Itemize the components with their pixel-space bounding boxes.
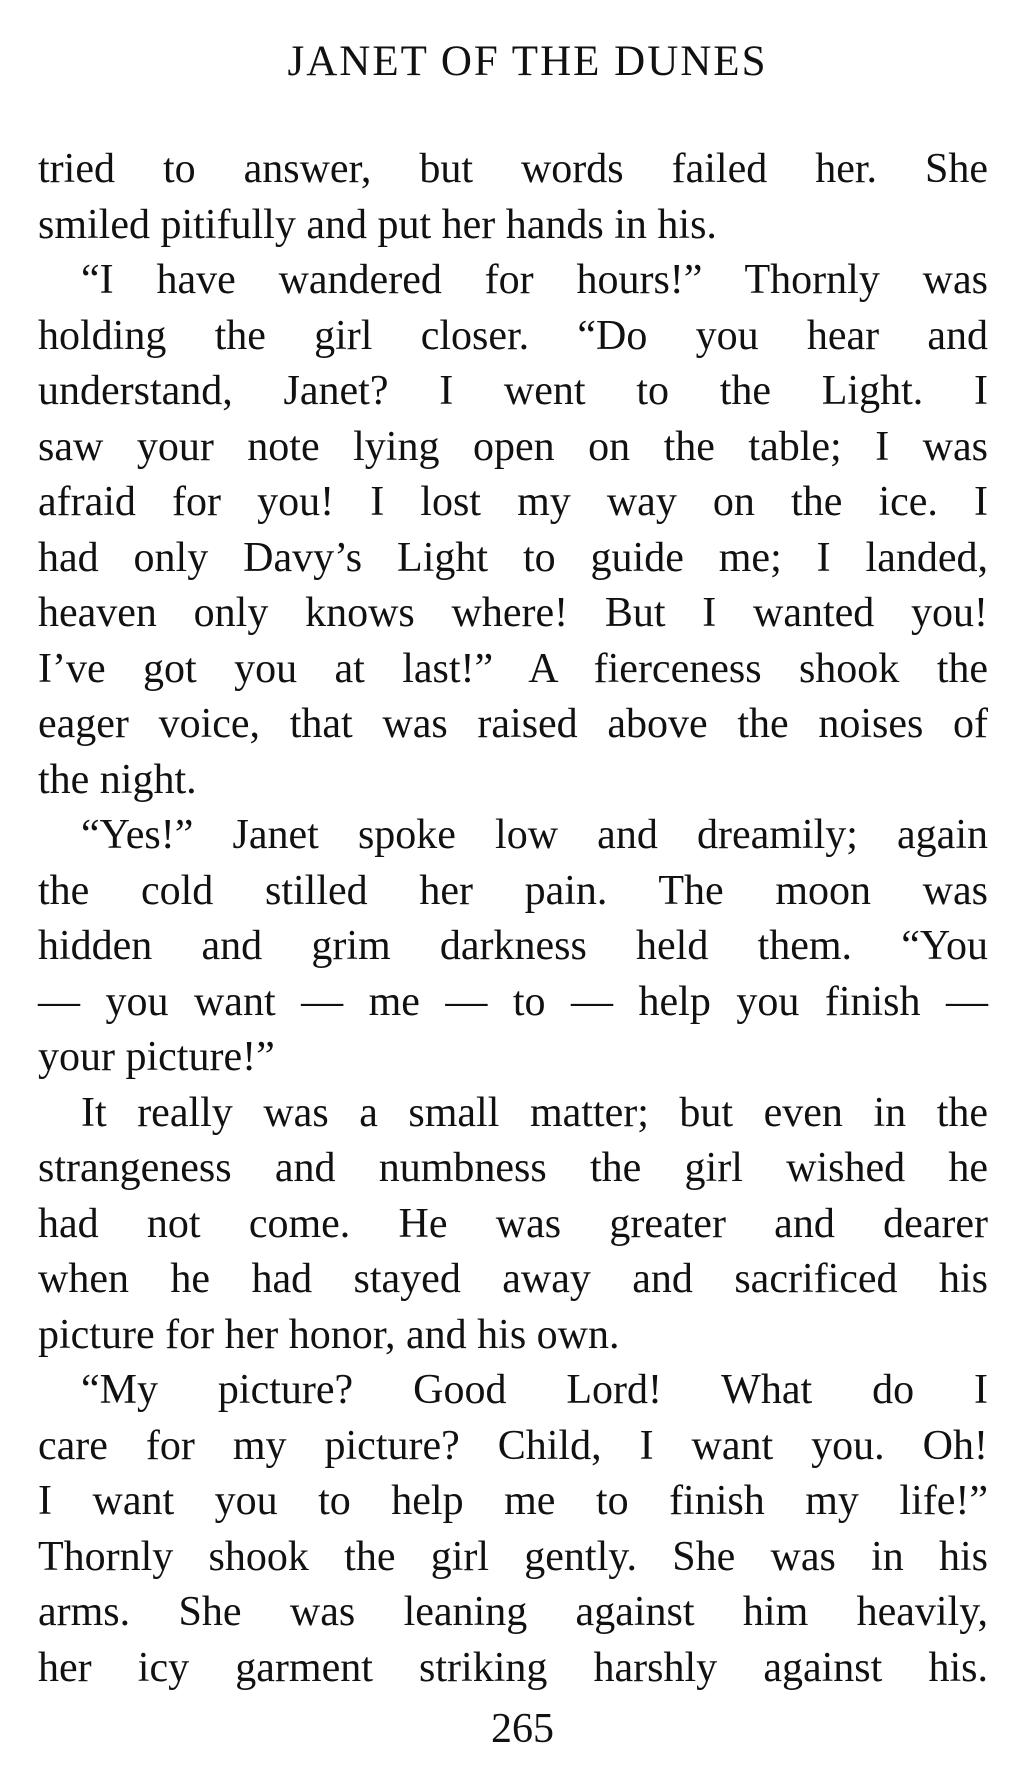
text-line: afraid for you! I lost my way on the ice. I [38, 479, 988, 525]
text-line: understand, Janet? I went to the Light. I [38, 368, 988, 414]
text-line: saw your note lying open on the table; I was [38, 423, 988, 470]
text-line: when he had stayed away and sacrificed his [38, 1256, 988, 1302]
text-line: Thornly shook the girl gently. She was in his [38, 1533, 988, 1580]
text-line: the night. [38, 756, 197, 803]
text-line: had not come. He was greater and dearer [38, 1200, 988, 1247]
text-line: “My picture? Good Lord! What do I [81, 1367, 988, 1413]
text-line: tried to answer, but words failed her. She [38, 146, 988, 192]
text-line: holding the girl closer. “Do you hear and [38, 312, 988, 359]
text-line: “I have wandered for hours!” Thornly was [81, 257, 988, 303]
text-line: “Yes!” Janet spoke low and dreamily; again [81, 812, 988, 858]
text-line: had only Davy’s Light to guide me; I landed, [38, 534, 988, 581]
text-line: arms. She was leaning against him heavily, [38, 1589, 988, 1635]
text-line: her icy garment striking harshly against his. [38, 1644, 988, 1691]
running-head: JANET OF THE DUNES [287, 38, 768, 85]
text-line: hidden and grim darkness held them. “You [38, 923, 988, 969]
text-line: eager voice, that was raised above the noises of [38, 701, 988, 747]
text-line: your picture!” [38, 1034, 275, 1080]
text-line: I want you to help me to finish my life!” [38, 1478, 988, 1524]
text-line: care for my picture? Child, I want you. Oh! [38, 1422, 988, 1469]
body-text [38, 142, 988, 1696]
text-line: picture for her honor, and his own. [38, 1311, 620, 1358]
text-line: strangeness and numbness the girl wished he [38, 1145, 988, 1191]
text-line: heaven only knows where! But I wanted you! [38, 590, 988, 636]
text-line: It really was a small matter; but even in the [81, 1089, 988, 1136]
text-line: — you want — me — to — help you finish — [38, 978, 988, 1025]
text-line: smiled pitifully and put her hands in his. [38, 201, 717, 248]
page-number: 265 [491, 1706, 554, 1752]
text-line: the cold stilled her pain. The moon was [38, 867, 988, 914]
text-line: I’ve got you at last!” A fierceness shook the [38, 645, 988, 692]
